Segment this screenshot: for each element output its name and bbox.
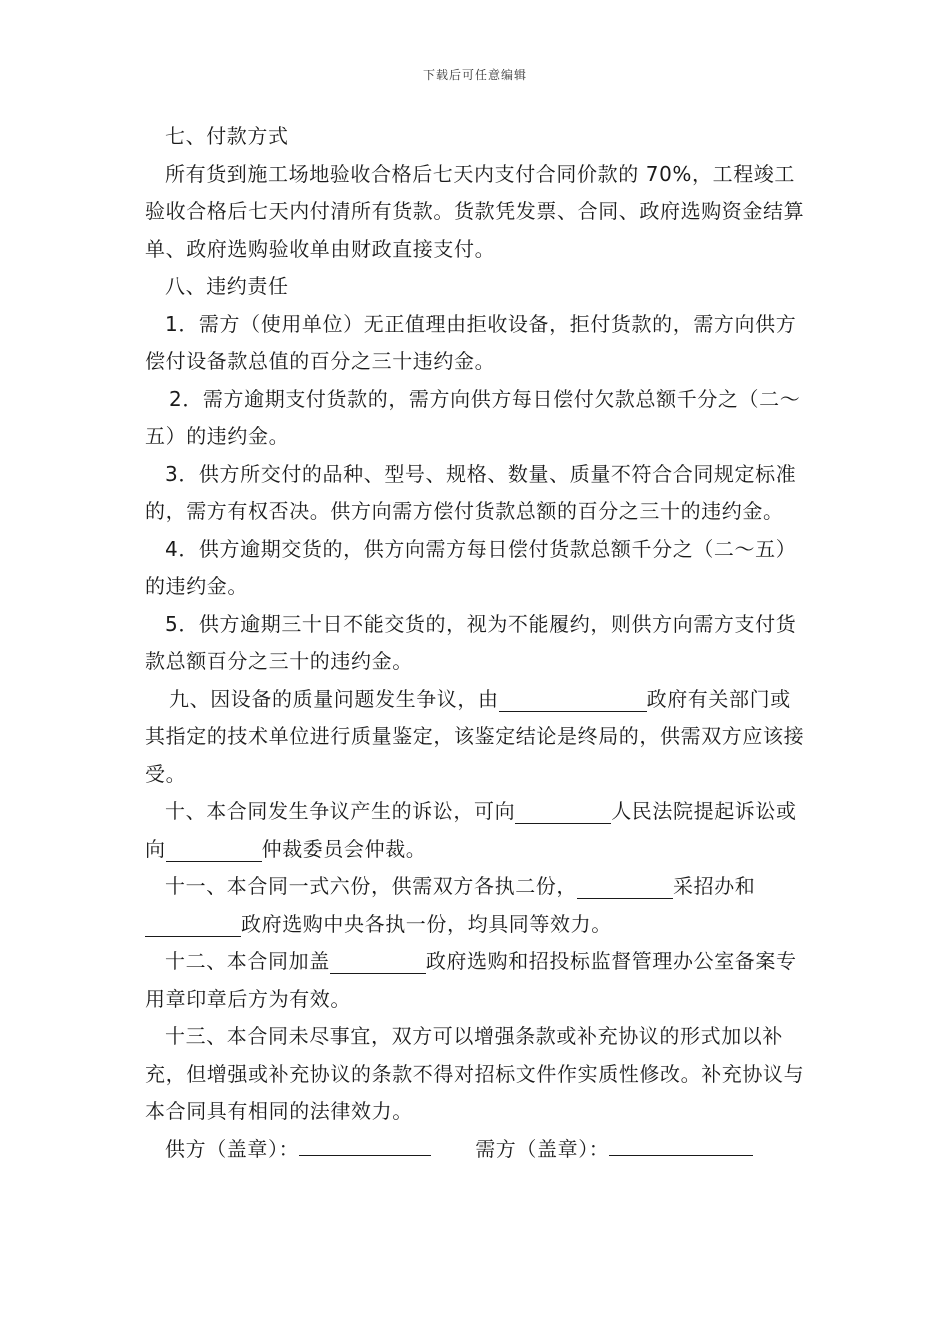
supplier-stamp-blank[interactable] xyxy=(299,1133,431,1156)
buyer-label: 需方（盖章）： xyxy=(475,1136,610,1161)
signature-row xyxy=(145,1131,809,1169)
breach-clause-5: 5．供方逾期三十日不能交货的，视为不能履约，则供方向需方支付货款总额百分之三十的违约金。 xyxy=(145,611,797,673)
clause-11-text-c: 政府选购中央各执一份，均具同等效力。 xyxy=(241,911,612,936)
clause-11 xyxy=(145,868,809,943)
government-purchase-blank[interactable] xyxy=(145,914,241,937)
payment-title: 七、付款方式 xyxy=(165,124,289,148)
clause-10-text-b: 人民法院提起诉讼或向 xyxy=(145,799,797,861)
clause-10-text-c: 仲裁委员会仲裁。 xyxy=(261,836,427,861)
breach-clause-3: 3．供方所交付的品种、型号、规格、数量、质量不符合合同规定标准的，需方有权否决。供方向需方偿付货款总额的百分之三十的违约金。 xyxy=(145,461,797,523)
arbitration-blank[interactable] xyxy=(166,839,262,862)
clause-12 xyxy=(145,943,809,1018)
clause-9-text-b: 政府有关部门或其指定的技术单位进行质量鉴定，该鉴定结论是终局的，供需双方应该接受。 xyxy=(145,686,805,786)
supervision-office-blank[interactable] xyxy=(330,951,426,974)
header-note: 下载后可任意编辑 xyxy=(422,68,527,82)
clause-12-text-b: 政府选购和招投标监督管理办公室备案专用章印章后方为有效。 xyxy=(145,949,797,1011)
buyer-stamp-blank[interactable] xyxy=(609,1133,753,1156)
breach-clause-4: 4．供方逾期交货的，供方向需方每日偿付货款总额千分之（二～五）的违约金。 xyxy=(145,536,797,598)
procurement-office-blank[interactable] xyxy=(577,876,673,899)
supplier-label: 供方（盖章）： xyxy=(165,1136,300,1161)
quality-authority-blank[interactable] xyxy=(499,689,647,712)
clause-10 xyxy=(145,793,809,868)
clause-9 xyxy=(145,681,809,794)
breach-clause-2: 2．需方逾期支付货款的，需方向供方每日偿付欠款总额千分之（二～五）的违约金。 xyxy=(145,386,801,448)
buyer-signature xyxy=(475,1131,753,1169)
payment-paragraph: 所有货到施工场地验收合格后七天内支付合同价款的 70%，工程竣工验收合格后七天内付清所有货款。货款凭发票、合同、政府选购资金结算单、政府选购验收单由财政直接支付。 xyxy=(145,161,805,261)
clause-12-text-a: 十二、本合同加盖 xyxy=(165,949,330,973)
breach-title: 八、违约责任 xyxy=(165,274,289,298)
clause-10-text-a: 十、本合同发生争议产生的诉讼，可向 xyxy=(165,799,516,823)
court-blank[interactable] xyxy=(515,801,611,824)
clause-13: 十三、本合同未尽事宜，双方可以增强条款或补充协议的形式加以补充，但增强或补充协议的条款不得对招标文件作实质性修改。补充协议与本合同具有相同的法律效力。 xyxy=(145,1024,805,1123)
clause-11-text-b: 采招办和 xyxy=(673,874,756,898)
breach-clause-1: 1．需方（使用单位）无正值理由拒收设备，拒付货款的，需方向供方偿付设备款总值的百分之三十违约金。 xyxy=(145,311,797,373)
contract-body xyxy=(145,118,809,1168)
clause-9-text-a: 九、因设备的质量问题发生争议，由 xyxy=(169,686,499,711)
supplier-signature xyxy=(165,1131,431,1169)
clause-11-text-a: 十一、本合同一式六份，供需双方各执二份， xyxy=(165,874,577,898)
